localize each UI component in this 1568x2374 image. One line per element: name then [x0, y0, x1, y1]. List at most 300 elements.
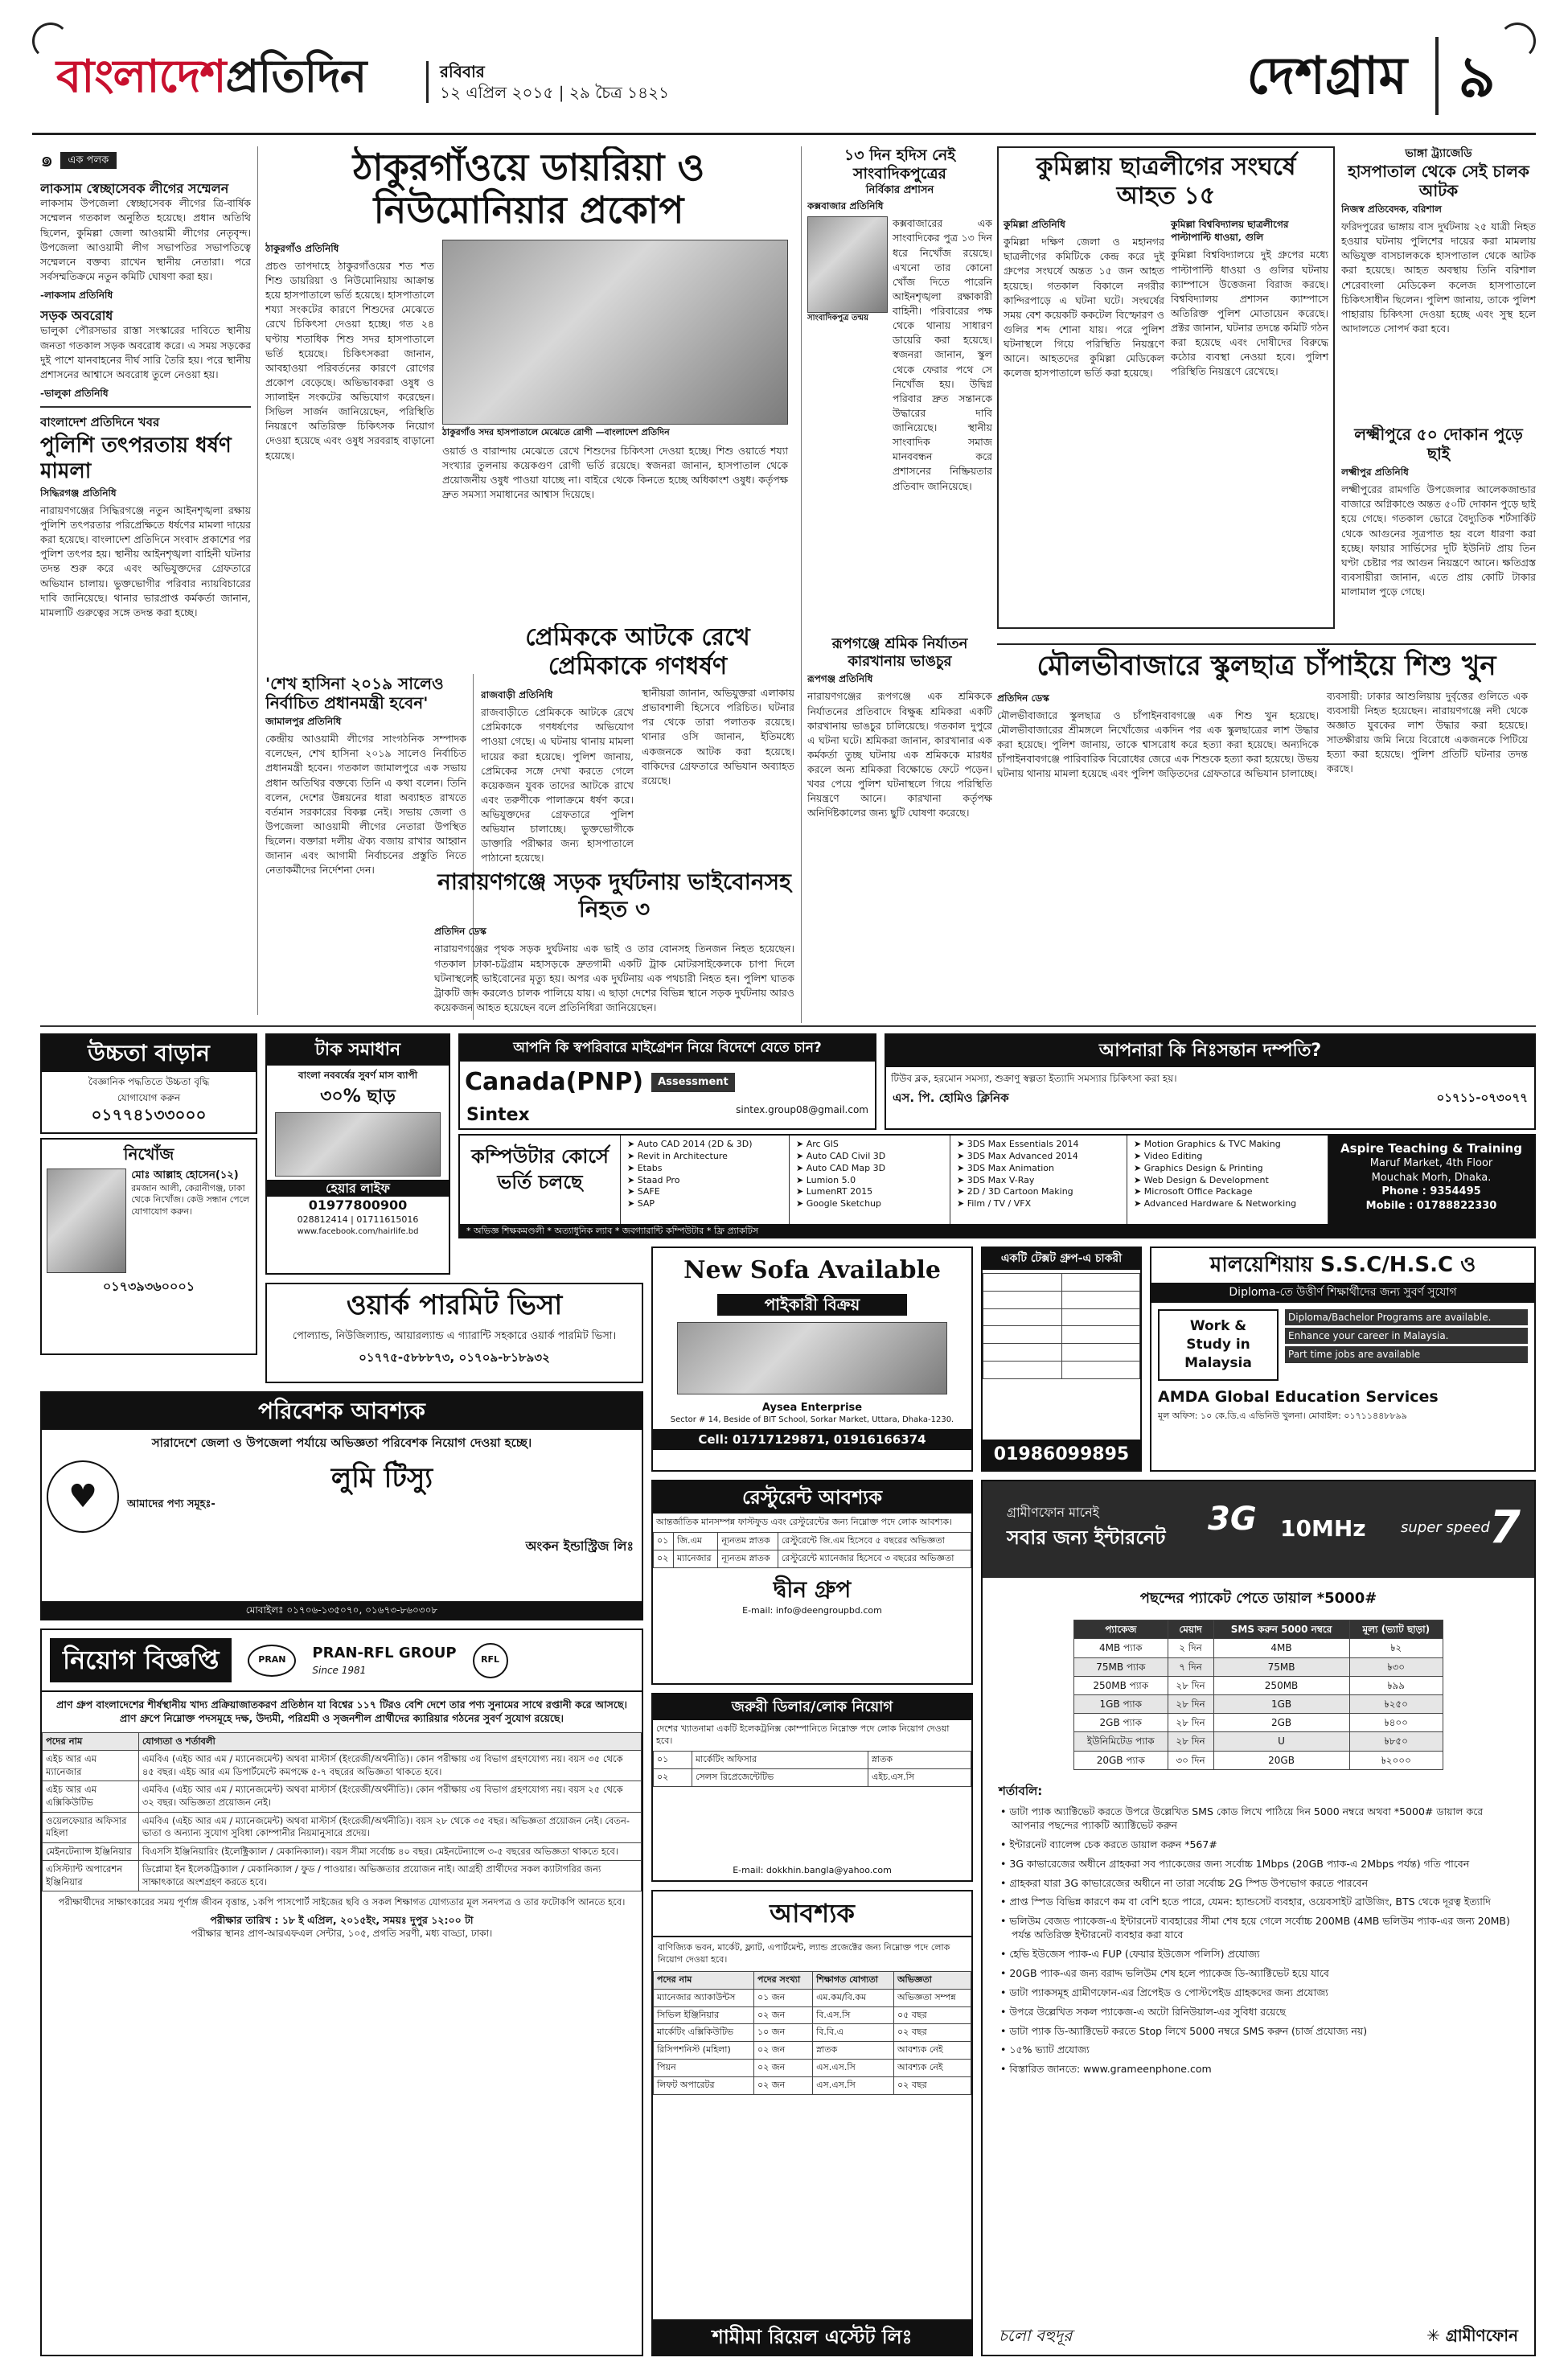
- ad-title: রেস্টুরেন্ট আবশ্যক: [653, 1481, 971, 1514]
- terms-item: • উপরে উল্লেখিত সকল প্যাকেজ-এ অটো রিনিউয়াল-এর সুবিধা রয়েছে: [1012, 2006, 1518, 2019]
- table-cell: স্নাতক: [868, 1751, 971, 1768]
- gp-tagline: চলো বহুদূর: [999, 2326, 1073, 2345]
- table-cell: ০১: [654, 1533, 674, 1550]
- table-cell: ০১: [654, 1751, 692, 1768]
- article-byline: জামালপুর প্রতিনিধি: [265, 716, 342, 727]
- ad-title: New Sofa Available: [683, 1256, 941, 1284]
- table-cell: ৳২৫০: [1349, 1695, 1443, 1714]
- ad-title: আবশ্যক: [653, 1891, 971, 1937]
- missing-child-photo: [47, 1169, 126, 1273]
- article-headline[interactable]: কুমিল্লায় ছাত্রলীগের সংঘর্ষে আহত ১৫: [1036, 153, 1296, 210]
- article-text: কেন্দ্রীয় আওয়ামী লীগের সাংগঠনিক সম্পাদক বলেছেন, শেখ হাসিনা ২০১৯ সালেও নির্বাচিত প্রধানমন্ত্রী হবেন। গতকাল জামালপুরে এক সভায় প্রধান অতিথির বক্তব্যে তিনি এ কথা বলেন। তিনি বলেন, দেশের উন্নয়নের ধারা অব্যাহত রাখতে বর্তমান সরকারের বিকল্প নেই। সভায় জেলা ও উপজেলা আওয়ামী লীগের নেতারা উপস্থিত ছিলেন। বক্তারা দলীয় ঐক্য বজায় রাখার আহ্বান জানান এবং আগামী নির্বাচনের প্রস্তুতি নিতে নেতাকর্মীদের নির্দেশনা দেন।: [265, 733, 466, 877]
- gp-logo-icon: ✳: [1426, 2326, 1446, 2345]
- terms-item: • হেভি ইউজেস প্যাক-এ FUP (ফেয়ার ইউজেস পলিসি) প্রযোজ্য: [1012, 1948, 1518, 1961]
- table-cell: 2GB: [1213, 1714, 1349, 1732]
- course-item: ➤ 3DS Max Animation: [957, 1162, 1054, 1173]
- photo-caption: ঠাকুরগাঁও সদর হাসপাতালে মেঝেতে রোগী —বাংলাদেশ প্রতিদিন: [442, 426, 670, 437]
- discount-badge: ৩০% ছাড়: [320, 1086, 396, 1107]
- table-cell: ৳৩০: [1349, 1657, 1443, 1676]
- article-headline[interactable]: লক্ষ্মীপুরে ৫০ দোকান পুড়ে ছাই: [1354, 425, 1523, 463]
- table-cell: এম.কম/বি.কম: [813, 1989, 894, 2006]
- table-row: [43, 1812, 642, 1842]
- table-cell: রিসিপশনিস্ট (মহিলা): [654, 2042, 754, 2060]
- ad-phone[interactable]: ০১৭৭৪১৩৩০০০: [91, 1105, 207, 1125]
- ad-web[interactable]: www.facebook.com/hairlife.bd: [297, 1226, 419, 1236]
- table-cell: 20GB: [1213, 1751, 1349, 1769]
- course-item: ➤ Auto CAD 2014 (2D & 3D): [627, 1139, 753, 1149]
- pran-table: [42, 1732, 642, 1891]
- divider: [40, 406, 251, 408]
- ad-phone[interactable]: 01977800900: [308, 1197, 408, 1214]
- ad-sub: Assessment: [651, 1073, 735, 1092]
- table-cell: মার্কেটিং অফিসার: [692, 1751, 868, 1768]
- newspaper-logo[interactable]: বাংলাদেশপ্রতিদিন: [56, 50, 367, 103]
- restaurant-ad[interactable]: [651, 1480, 973, 1685]
- article-text: রাজবাড়ীতে প্রেমিককে আটকে রেখে প্রেমিকাকে গণধর্ষণের অভিযোগ পাওয়া গেছে। এ ঘটনায় থানায় মামলা দায়ের করা হয়েছে। পুলিশ জানায়, প্রেমিকের সঙ্গে দেখা করতে গেলে কয়েকজন যুবক তাদের আটকে রাখে এবং তরুণীকে পালাক্রমে ধর্ষণ করে। অভিযুক্তদের গ্রেফতারে পুলিশ অভিযান চালাচ্ছে। ভুক্তভোগীকে ডাক্তারি পরীক্ষার জন্য হাসপাতালে পাঠানো হয়েছে।: [481, 706, 634, 865]
- table-cell: ন্যূনতম স্নাতক: [718, 1550, 778, 1568]
- course-item: ➤ Arc GIS: [796, 1139, 839, 1149]
- table-row: [654, 2024, 971, 2042]
- height-ad[interactable]: [40, 1033, 257, 1134]
- table-cell: 250MB: [1213, 1676, 1349, 1694]
- table-cell: এইচ আর এম ম্যানেজার: [43, 1751, 139, 1781]
- ad-sub: আন্তর্জাতিক মানসম্পন্ন ফাস্টফুড এবং রেস্টুরেন্টের জন্য নিম্নোক্ত পদে লোক আবশ্যক।: [656, 1517, 953, 1528]
- article-headline[interactable]: ১৩ দিন হদিস নেই সাংবাদিকপুত্রের: [844, 146, 956, 183]
- table-cell: আবশ্যক নেই: [894, 2060, 971, 2077]
- course-item: ➤ Film / TV / VFX: [957, 1198, 1032, 1210]
- table-row: [1074, 1657, 1443, 1676]
- course-item: ➤ Microsoft Office Package: [1134, 1186, 1253, 1197]
- table-row: [654, 1768, 971, 1786]
- ad-title: জরুরী ডিলার/লোক নিয়োগ: [653, 1694, 971, 1720]
- table-cell: বি.বি.এ: [813, 2024, 894, 2042]
- ad-brand: Canada(PNP): [465, 1067, 644, 1096]
- course-item: ➤ Motion Graphics & TVC Making: [1134, 1139, 1281, 1149]
- table-header: প্যাকেজ: [1074, 1620, 1168, 1639]
- table-cell: 1GB: [1213, 1695, 1349, 1714]
- table-row: [654, 2060, 971, 2077]
- table-cell: 20GB প্যাক: [1074, 1751, 1168, 1769]
- ad-text: বৈজ্ঞানিক পদ্ধতিতে উচ্চতা বৃদ্ধি: [88, 1075, 210, 1087]
- brief-credit: -ভালুকা প্রতিনিধি: [40, 387, 109, 399]
- table-row: [1074, 1676, 1443, 1694]
- brief-text: লাকসাম উপজেলা স্বেচ্ছাসেবক লীগের ত্রি-বার্ষিক সম্মেলন গতকাল অনুষ্ঠিত হয়েছে। প্রধান অতিথি ছিলেন, কুমিল্লা জেলা আওয়ামী লীগের নেতৃবৃন্দ। উপজেলা আওয়ামী লীগ সভাপতির সভাপতিত্বে সম্মেলনে বক্তব্য রাখেন স্থানীয় নেতারা। পরে সর্বসম্মতিক্রমে নতুন কমিটি ঘোষণা করা হয়।: [40, 197, 251, 282]
- gp-banner: [983, 1481, 1534, 1578]
- group-name: PRAN-RFL GROUP: [312, 1645, 457, 1662]
- ad-email[interactable]: sintex.group08@gmail.com: [736, 1104, 868, 1116]
- ad-title: পরিবেশক আবশ্যক: [42, 1393, 642, 1430]
- lead-story: [265, 146, 792, 669]
- table-cell: রেস্টুরেন্টে জি.এম হিসেবে ৫ বছরের অভিজ্ঞতা: [778, 1533, 971, 1550]
- table-cell: বি.এস.সি: [813, 2006, 894, 2024]
- institute-phone[interactable]: Phone : 9354495: [1381, 1185, 1481, 1198]
- terms-item: • প্রাপ্ত স্পিড বিভিন্ন কারণে কম বা বেশি হতে পারে, যেমন: হ্যান্ডসেট ব্যবহার, ওয়েবসাইট ব্রাউজিং, BTS থেকে দূরত্ব ইত্যাদি: [1012, 1896, 1518, 1909]
- lover-story: [481, 623, 794, 865]
- institute-address: Mouchak Morh, Dhaka.: [1371, 1171, 1492, 1184]
- ad-text: যোগাযোগ করুন: [117, 1091, 181, 1103]
- article-headline[interactable]: 'শেখ হাসিনা ২০১৯ সালেও নির্বাচিত প্রধানমন্ত্রী হবেন': [265, 674, 444, 713]
- ad-section-divider: [40, 1025, 1536, 1027]
- terms-item: • ডাটা প্যাকসমূহ গ্রামীণফোন-এর প্রিপেইড ও পোস্টপেইড গ্রাহকদের জন্য প্রযোজ্য: [1012, 1986, 1518, 2000]
- terms-item: • ভলিউম বেজড প্যাকেজ-এ ইন্টারনেট ব্যবহারের সীমা শেষ হয়ে গেলে সর্বোচ্চ 200MB (4MB ভলিউম প্যাক-এর জন্য 20MB) পর্যন্ত অতিরিক্ত ইন্টারনেট ব্যবহার করা যাবে: [1012, 1915, 1518, 1942]
- masthead: [32, 14, 1536, 135]
- article-text-continued: স্থানীয়রা জানান, অভিযুক্তরা এলাকায় প্রভাবশালী হিসেবে পরিচিত। ঘটনার পর থেকে তারা পলাতক রয়েছে। থানার ওসি জানান, ইতিমধ্যে একজনকে আটক করা হয়েছে। বাকিদের গ্রেফতারে অভিযান অব্যাহত রয়েছে।: [642, 687, 794, 787]
- table-cell: এমবিএ (এইচ আর এম / ম্যানেজমেন্ট) অথবা মাস্টার্স (ইংরেজী/অর্থনীতি)। কোন পরীক্ষায় ৩য় বিভাগ গ্রহণযোগ্য নয়। বয়স ২৫ থেকে ৩২ বছর। অভিজ্ঞতা প্রয়োজন নেই।: [138, 1781, 641, 1812]
- gp-logo[interactable]: ✳ গ্রামীণফোন: [1426, 2326, 1518, 2345]
- ad-title: আপনি কি স্বপরিবারে মাইগ্রেশন নিয়ে বিদেশে যেতে চান?: [460, 1035, 875, 1062]
- table-header: SMS করুন 5000 নম্বরে: [1213, 1620, 1349, 1639]
- table-cell: ০২ বছর: [894, 2076, 971, 2094]
- restaurant-table: [653, 1532, 971, 1568]
- terms-item: • ১৫% ভ্যাট প্রযোজ্য: [1012, 2043, 1518, 2057]
- table-header: পদের নাম: [654, 1971, 754, 1989]
- table-cell: ২৮ দিন: [1168, 1695, 1213, 1714]
- table-row: [43, 1842, 642, 1861]
- article-byline: কক্সবাজার প্রতিনিধি: [807, 200, 884, 212]
- ad-phone[interactable]: ০১৭৭৫-৫৮৮৮৭৩, ০১৭০৯-৮১৮৯৩২: [359, 1350, 550, 1366]
- hospital-photo: [442, 240, 788, 425]
- table-cell: ৳২০০০: [1349, 1751, 1443, 1769]
- malaysia-ad[interactable]: [1150, 1247, 1536, 1472]
- table-row: [1074, 1695, 1443, 1714]
- table-cell: ২ দিন: [1168, 1639, 1213, 1657]
- course-item: ➤ Advanced Hardware & Networking: [1134, 1198, 1297, 1210]
- page-number: ৯: [1435, 37, 1496, 115]
- article-kicker: বাংলাদেশ প্রতিদিনে খবর: [40, 415, 160, 430]
- moulvibazar-story: [997, 643, 1536, 1021]
- course-item: ➤ Etabs: [627, 1162, 663, 1173]
- column-rule: [801, 146, 802, 1023]
- narayanganj-story: [434, 869, 794, 1021]
- course-item: ➤ Lumion 5.0: [796, 1174, 856, 1185]
- article-byline: প্রতিদিন ডেস্ক: [997, 692, 1049, 704]
- table-cell: [983, 1291, 1062, 1308]
- products-heading: আমাদের পণ্য সমূহঃ-: [127, 1497, 215, 1510]
- date: ১২ এপ্রিল ২০১৫ | ২৯ চৈত্র ১৪২১: [440, 83, 670, 102]
- table-header: পদের সংখ্যা: [754, 1971, 813, 1989]
- lead-text-continued: ওয়ার্ড ও বারান্দায় মেঝেতে রেখে শিশুদের চিকিৎসা দেওয়া হচ্ছে। শিশু ওয়ার্ডে শয্যা সংখ্যার তুলনায় কয়েকগুণ রোগী ভর্তি রয়েছে। স্বজনরা জানান, হাসপাতাল থেকে প্রয়োজনীয় ওষুধ পাওয়া যাচ্ছে না। বাইরে থেকে কিনতে হচ্ছে অধিকাংশ ওষুধ। কর্তৃপক্ষ দ্রুত সমস্যা সমাধানের আশ্বাস দিয়েছে।: [442, 444, 788, 500]
- lead-text: প্রচণ্ড তাপদাহে ঠাকুরগাঁওয়ের শত শত শিশু ডায়রিয়া ও নিউমোনিয়ায় আক্রান্ত হয়ে হাসপাতালে ভর্তি হয়েছে। হাসপাতালে শয্যা সংকটের কারণে শিশুদের মেঝেতে রেখে চিকিৎসা দেওয়া হচ্ছে। গত ২৪ ঘণ্টায় শতাধিক শিশু সদর হাসপাতালে ভর্তি হয়েছে। চিকিৎসকরা জানান, আবহাওয়া পরিবর্তনের কারণে রোগের প্রকোপ বেড়েছে। অভিভাবকরা ওষুধ ও স্যালাইন সংকটের অভিযোগ করেছেন। সিভিল সার্জন জানিয়েছেন, পরিস্থিতি নিয়ন্ত্রণে অতিরিক্ত চিকিৎসক নিয়োগ দেওয়া হয়েছে এবং ওষুধ সরবরাহ বাড়ানো হয়েছে।: [265, 259, 434, 462]
- bhanga-story: [1341, 146, 1536, 420]
- terms-item: • ডাটা প্যাক ডি-অ্যাক্টিভেট করতে Stop লিখে 5000 নম্বরে SMS করুন (চার্জ প্রযোজ্য নয়): [1012, 2025, 1518, 2039]
- institute-mobile[interactable]: Mobile : 01788822330: [1365, 1199, 1497, 1212]
- ad-text: রমজান আলী, কেরানীগঞ্জ, ঢাকা থেকে নিখোঁজ। কেউ সন্ধান পেলে যোগাযোগ করুন।: [131, 1182, 250, 1218]
- table-cell: ১০ জন: [754, 2024, 813, 2042]
- ad-phone[interactable]: 028812414 | 01711615016: [297, 1214, 419, 1225]
- heart-logo-icon: ♥: [47, 1460, 119, 1533]
- table-row: [654, 1751, 971, 1768]
- terms-item: • ইন্টারনেট ব্যালেন্স চেক করতে ডায়াল করুন *567#: [1012, 1838, 1518, 1852]
- real-estate-table: [653, 1971, 971, 2095]
- course-item: ➤ Revit in Architecture: [627, 1150, 728, 1161]
- nisontan-ad[interactable]: [885, 1033, 1536, 1130]
- course-item: ➤ 3DS Max Advanced 2014: [957, 1150, 1078, 1161]
- course-item: ➤ 3DS Max V-Ray: [957, 1174, 1035, 1185]
- missing-person-ad[interactable]: [40, 1138, 257, 1355]
- ad-title: মালয়েশিয়ায় S.S.C/H.S.C ও: [1209, 1253, 1476, 1277]
- brief-text: ভালুকা পৌরসভার রাস্তা সংস্কারের দাবিতে স্থানীয় জনতা গতকাল সড়ক অবরোধ করে। এ সময় সড়কের দুই পাশে যানবাহনের দীর্ঘ সারি তৈরি হয়। পরে স্থানীয় প্রশাসনের আশ্বাসে অবরোধ তুলে নেওয়া হয়।: [40, 324, 251, 380]
- ad-title: ওয়ার্ক পারমিট ভিসা: [346, 1289, 563, 1321]
- table-row: [654, 2042, 971, 2060]
- terms-list: [983, 1805, 1534, 2076]
- ad-email[interactable]: E-mail: info@deengroupbd.com: [742, 1604, 882, 1616]
- table-cell: মেইনটেন্যান্স ইঞ্জিনিয়ার: [43, 1842, 139, 1861]
- table-row: [43, 1751, 642, 1781]
- table-cell: [983, 1308, 1062, 1326]
- comilla-story: [997, 146, 1335, 629]
- brief-headline[interactable]: সড়ক অবরোধ: [40, 308, 113, 324]
- table-cell: ৳২: [1349, 1639, 1443, 1657]
- ad-phone[interactable]: মোবাইলঃ ০১৭০৬-১৩৫০৭০, ০১৬৭৩-৮৬০৩০৮: [42, 1601, 642, 1619]
- terms-item: • 20GB প্যাক-এর জন্য বরাদ্দ ভলিউম শেষ হলে প্যাকেজ ডি-অ্যাক্টিভেট হয়ে যাবে: [1012, 1967, 1518, 1981]
- table-row: [654, 2006, 971, 2024]
- laxmipur-story: [1341, 425, 1536, 629]
- article-byline: লক্ষ্মীপুর প্রতিনিধি: [1341, 466, 1409, 478]
- ad-text: বাংলা নববর্ষের সুবর্ণ মাস ব্যাপী: [298, 1069, 418, 1081]
- brief-headline[interactable]: লাকসাম স্বেচ্ছাসেবক লীগের সম্মেলন: [40, 181, 229, 197]
- weekday: রবিবার: [440, 62, 485, 81]
- ad-sub: Diploma-তে উত্তীর্ণ শিক্ষার্থীদের জন্য সুবর্ণ সুযোগ: [1151, 1283, 1534, 1303]
- ek-polok-column: [40, 146, 251, 886]
- table-cell: ০২ জন: [754, 2006, 813, 2024]
- lead-byline: ঠাকুরগাঁও প্রতিনিধি: [265, 242, 339, 254]
- table-row: [1074, 1732, 1443, 1751]
- badge-3g-icon: 3G: [1208, 1501, 1257, 1538]
- brief-credit: -লাকসাম প্রতিনিধি: [40, 290, 113, 302]
- lead-headline[interactable]: ঠাকুরগাঁওয়ে ডায়রিয়া ও নিউমোনিয়ার প্রকোপ: [352, 146, 705, 232]
- column-rule: [257, 146, 258, 1015]
- ad-email[interactable]: E-mail: dokkhin.bangla@yahoo.com: [733, 1865, 892, 1876]
- dealer-ad[interactable]: [651, 1693, 973, 1882]
- table-cell: স্নাতক: [813, 2042, 894, 2060]
- article-headline[interactable]: মৌলভীবাজারে স্কুলছাত্র চাঁপাইয়ে শিশু খুন: [1036, 650, 1496, 682]
- article-subhead: নির্বিকার প্রশাসন: [865, 183, 934, 196]
- ad-clinic: এস. পি. হোমিও ক্লিনিক: [893, 1090, 1009, 1105]
- boy-portrait-photo: [807, 216, 888, 313]
- table-cell: জি.এম: [674, 1533, 718, 1550]
- ad-intro: প্রাণ গ্রুপ বাংলাদেশের শীর্ষস্থানীয় খাদ্য প্রক্রিয়াজাতকরণ প্রতিষ্ঠান যা বিশ্বের ১১৭ টিরও বেশি দেশে তার পণ্য সুনামের সাথে রপ্তানী করে আসছে। প্রাণ গ্রুপে নিম্নোক্ত পদসমূহে দক্ষ, উদ্যমী, পরিশ্রমী ও সৃজনশীল প্রার্থীদের ক্যারিয়ার গঠনের সুবর্ণ সুযোগ রয়েছে।: [55, 1698, 628, 1725]
- table-cell: 2GB প্যাক: [1074, 1714, 1168, 1732]
- table-row: [654, 1533, 971, 1550]
- canada-ad[interactable]: [458, 1033, 876, 1130]
- table-cell: [1061, 1362, 1140, 1379]
- rfl-logo-icon: RFL: [473, 1643, 508, 1678]
- table-cell: [1061, 1291, 1140, 1308]
- table-cell: ইউনিমিটেড প্যাক: [1074, 1732, 1168, 1751]
- table-cell: U: [1213, 1732, 1349, 1751]
- course-item: ➤ SAFE: [627, 1186, 660, 1197]
- table-row: [654, 2076, 971, 2094]
- table-cell: সেলস রিপ্রেজেন্টেটিভ: [692, 1768, 868, 1786]
- table-row: [654, 1989, 971, 2006]
- table-cell: [983, 1362, 1062, 1379]
- course-item: ➤ Auto CAD Map 3D: [796, 1162, 886, 1173]
- table-header: যোগ্যতা ও শর্তাবলী: [138, 1732, 641, 1751]
- date-line: [426, 61, 669, 103]
- ad-sub: বাণিজ্যিক ভবন, মার্কেট, ফ্ল্যাট, এপার্টমেন্ট, ল্যান্ড প্রজেক্টের জন্য নিম্নোক্ত পদে লোক নিয়োগ দেওয়া হবে।: [658, 1942, 950, 1965]
- table-cell: লিফট অপারেটর: [654, 2076, 754, 2094]
- table-cell: ০২ জন: [754, 2076, 813, 2094]
- gp-slogan-2: সবার জন্য ইন্টারনেট: [1007, 1526, 1166, 1549]
- spiral-icon: ๑: [40, 148, 54, 172]
- article-headline[interactable]: প্রেমিককে আটকে রেখে প্রেমিকাকে গণধর্ষণ: [525, 623, 750, 680]
- table-cell: ৭ দিন: [1168, 1657, 1213, 1676]
- article-text: নারায়ণগঞ্জের পৃথক সড়ক দুর্ঘটনায় এক ভাই ও তার বোনসহ তিনজন নিহত হয়েছেন। গতকাল ঢাকা-চট্টগ্রাম মহাসড়কে দ্রুতগামী একটি ট্রাক মোটরসাইকেলকে চাপা দিলে ঘটনাস্থলেই ভাইবোনের মৃত্যু হয়। অপর এক দুর্ঘটনায় এক পথচারী নিহত হন। পুলিশ ঘাতক ট্রাকটি জব্দ করলেও চালক পালিয়ে যায়। এ ছাড়া দেশের বিভিন্ন স্থানে সড়ক দুর্ঘটনায় আরও কয়েকজন আহত হয়েছেন বলে প্রতিনিধিরা জানিয়েছেন।: [434, 943, 794, 1013]
- article-headline[interactable]: নারায়ণগঞ্জে সড়ক দুর্ঘটনায় ভাইবোনসহ নিহত ৩: [437, 869, 791, 922]
- course-item: ➤ Video Editing: [1134, 1150, 1203, 1161]
- article-text-continued: ব্যবসায়ী: ঢাকার আশুলিয়ায় দুর্বৃত্তের গুলিতে এক ব্যবসায়ী নিহত হয়েছেন। নারায়ণগঞ্জে নদী থেকে অজ্ঞাত যুবকের লাশ উদ্ধার করা হয়েছে। সাতক্ষীরায় জমি নিয়ে বিরোধে একজনকে পিটিয়ে হত্যা করা হয়েছে। পুলিশ প্রতিটি ঘটনার তদন্ত করছে।: [1327, 689, 1528, 775]
- ad-phone[interactable]: 01986099895: [983, 1440, 1140, 1470]
- course-item: ➤ Google Sketchup: [796, 1198, 882, 1210]
- table-cell: এইচ আর এম এক্সিকিউটিভ: [43, 1781, 139, 1812]
- terms-heading: শর্তাবলি:: [999, 1783, 1043, 1798]
- job-group-ad[interactable]: [981, 1247, 1142, 1472]
- article-text-continued: কুমিল্লা বিশ্ববিদ্যালয়ে দুই গ্রুপের মধ্যে পাল্টাপাল্টি ধাওয়া ও গুলির ঘটনায় ক্যাম্পাসে উত্তেজনা বিরাজ করছে। বিশ্ববিদ্যালয় প্রশাসন ক্যাম্পাসে অতিরিক্ত পুলিশ মোতায়েন করেছে। প্রক্টর জানান, ঘটনার তদন্তে কমিটি গঠন করা হয়েছে এবং দোষীদের বিরুদ্ধে কঠোর ব্যবস্থা নেওয়া হবে। পুলিশ পরিস্থিতি নিয়ন্ত্রণে রেখেছে।: [1171, 248, 1328, 378]
- ad-title: নিখোঁজ: [123, 1144, 174, 1164]
- terms-item: • গ্রাহকরা যারা 3G কাভারেজের অধীনে না তারা সর্বোচ্চ 2G স্পিড উপভোগ করতে পারবেন: [1012, 1877, 1518, 1891]
- table-cell: [1061, 1344, 1140, 1362]
- ad-tag: Enhance your career in Malaysia.: [1285, 1328, 1528, 1344]
- article-text: মৌলভীবাজারে স্কুলছাত্র ও চাঁপাইনবাবগঞ্জে এক শিশু খুন হয়েছে। মৌলভীবাজারের শ্রীমঙ্গলে নিখোঁজের একদিন পর এক স্কুলছাত্রের লাশ উদ্ধার করা হয়েছে। পুলিশ জানায়, তাকে শ্বাসরোধ করে হত্যা করা হয়েছে। অন্যদিকে চাঁপাইনবাবগঞ্জে পারিবারিক বিরোধের জেরে এক শিশুকে হত্যা করা হয়েছে। উভয় ঘটনায় থানায় মামলা হয়েছে এবং পুলিশ জড়িতদের গ্রেফতারে অভিযান চালাচ্ছে।: [997, 709, 1319, 780]
- institute-name: Aspire Teaching & Training: [1340, 1141, 1522, 1156]
- table-cell: বিএসসি ইঞ্জিনিয়ারিং (ইলেক্ট্রিক্যাল / মেকানিক্যাল)। বয়স সীমা সর্বোচ্চ ৪০ বছর। মেইনটেন্যান্সে ৩-৫ বছরের অভিজ্ঞতা থাকতে হবে।: [138, 1842, 641, 1861]
- ad-tag: Part time jobs are available: [1285, 1346, 1528, 1362]
- ad-footer: পরীক্ষার্থীদের সাক্ষাৎকারের সময় পূর্ণাঙ্গ জীবন বৃত্তান্ত, ১কপি পাসপোর্ট সাইজের ছবি ও সকল শিক্ষাগত যোগ্যতার মূল সনদপত্র ও তার ফটোকপি আনতে হবে।: [58, 1896, 626, 1908]
- course-item: ➤ 2D / 3D Cartoon Making: [957, 1186, 1073, 1197]
- table-cell: ৳৪০০: [1349, 1714, 1443, 1732]
- article-headline[interactable]: হাসপাতাল থেকে সেই চালক আটক: [1348, 161, 1529, 200]
- table-cell: এস.এস.সি: [813, 2060, 894, 2077]
- course-list: [1127, 1136, 1328, 1224]
- table-cell: ম্যানেজার: [674, 1550, 718, 1568]
- ad-phone[interactable]: ০১৭১১-০৭৩০৭৭: [1436, 1090, 1528, 1105]
- institute-address: Maruf Market, 4th Floor: [1369, 1157, 1493, 1170]
- grameenphone-ad[interactable]: [981, 1480, 1536, 2356]
- ad-company: দ্বীন গ্রুপ: [773, 1575, 852, 1603]
- real-estate-ad[interactable]: [651, 1890, 973, 2356]
- ad-company: শামীমা রিয়েল এস্টেট লিঃ: [653, 2319, 971, 2355]
- ad-text: টিউব ব্লক, হরমোন সমস্যা, শুক্রাণু স্বল্পতা ইত্যাদি সমস্যার চিকিৎসা করা হয়।: [891, 1072, 1177, 1084]
- article-headline[interactable]: রূপগঞ্জে শ্রমিক নির্যাতন কারখানায় ভাঙচুর: [831, 635, 968, 670]
- table-cell: 75MB: [1213, 1657, 1349, 1676]
- table-cell: [983, 1344, 1062, 1362]
- table-cell: 4MB: [1213, 1639, 1349, 1657]
- ad-title: কম্পিউটার কোর্সে ভর্তি চলছে: [460, 1136, 621, 1224]
- distributor-ad[interactable]: [40, 1391, 643, 1620]
- table-cell: আবশ্যক নেই: [894, 2042, 971, 2060]
- table-cell: এস.এস.সি: [813, 2076, 894, 2094]
- table-cell: এমবিএ (এইচ আর এম / ম্যানেজমেন্ট) অথবা মাস্টার্স (ইংরেজী/অর্থনীতি)। কোন পরীক্ষায় ৩য় বিভাগ গ্রহণযোগ্য নয়। বয়স ৩৫ থেকে ৪৫ বছর। এইচ আর এম ডিপার্টমেন্টে কমপক্ষে ৫-৭ বছরের অভিজ্ঞতা থাকতে হবে।: [138, 1751, 641, 1781]
- sofa-photo: [677, 1322, 947, 1394]
- ad-title: একটি টেক্সট গ্রুপ-এ চাকরী: [983, 1248, 1140, 1270]
- ad-title: আপনারা কি নিঃসন্তান দম্পতি?: [886, 1035, 1534, 1067]
- table-row: [43, 1781, 642, 1812]
- table-cell: [1061, 1273, 1140, 1291]
- sofa-ad[interactable]: [651, 1247, 973, 1472]
- table-cell: ০২ জন: [754, 2060, 813, 2077]
- ad-phone[interactable]: ০১৭৩৯৩৬০০০১: [102, 1279, 195, 1294]
- computer-course-ad[interactable]: [458, 1134, 1536, 1238]
- terms-item: • বিস্তারিত জানতে: www.grameenphone.com: [1012, 2063, 1518, 2076]
- ad-office: মূল অফিস: ১০ কে.ডি.এ এভিনিউ খুলনা। মোবাইল: ০১৭১১৪৪৮৮৯৯: [1158, 1411, 1407, 1422]
- table-cell: মার্কেটিং এক্সিকিউটিভ: [654, 2024, 754, 2042]
- ad-company: অংকন ইন্ডাস্ট্রিজ লিঃ: [525, 1538, 634, 1555]
- table-cell: ২৮ দিন: [1168, 1676, 1213, 1694]
- table-cell: ০৫ বছর: [894, 2006, 971, 2024]
- exam-date: পরীক্ষার তারিখ : ১৮ ই এপ্রিল, ২০১৫ইং, সময়ঃ দুপুর ১২:০০ টা: [210, 1913, 474, 1926]
- table-cell: [983, 1326, 1062, 1344]
- gp-slogan: গ্রামীণফোন মানেই: [1007, 1505, 1099, 1520]
- table-cell: ম্যানেজার অ্যাকাউন্টস: [654, 1989, 754, 2006]
- article-byline: রাজবাড়ী প্রতিনিধি: [481, 689, 553, 700]
- article-subhead: কুমিল্লা বিশ্ববিদ্যালয় ছাত্রলীগের পাল্টাপাল্টি ধাওয়া, গুলি: [1171, 219, 1289, 244]
- table-cell: [1061, 1326, 1140, 1344]
- ad-text: দেশের খ্যাতনামা একটি ইলেকট্রনিক্স কোম্পানিতে নিম্নোক্ত পদে লোক নিয়োগ দেওয়া হবে।: [656, 1723, 950, 1747]
- model-photo: [275, 1112, 441, 1177]
- table-cell: ০২ জন: [754, 2042, 813, 2060]
- ad-footer: * অভিজ্ঞ শিক্ষকমণ্ডলী * অত্যাধুনিক ল্যাব * জবগ্যারান্টি কম্পিউটার * ফ্রি প্র্যাকটিস: [460, 1224, 1534, 1238]
- table-cell: ৳৯৯: [1349, 1676, 1443, 1694]
- table-cell: ডিপ্লোমা ইন ইলেকট্রিক্যাল / মেকানিক্যাল / ফুড / পাওয়ার। অভিজ্ঞতার প্রয়োজন নাই। আগ্রহী প্রার্থীদের সকল ক্যাটাগরির জন্য সাক্ষাৎকারে অংশগ্রহণ করতে হবে।: [138, 1861, 641, 1891]
- table-cell: ০১ জন: [754, 1989, 813, 2006]
- ad-title: নিয়োগ বিজ্ঞপ্তি: [50, 1638, 232, 1682]
- badge-7: 7: [1489, 1501, 1521, 1554]
- pran-recruitment-ad[interactable]: [40, 1629, 643, 2356]
- table-cell: ৳৮৫০: [1349, 1732, 1443, 1751]
- article-byline: সিদ্ধিরগঞ্জ প্রতিনিধি: [40, 487, 117, 499]
- course-item: ➤ LumenRT 2015: [796, 1186, 873, 1197]
- table-cell: 4MB প্যাক: [1074, 1639, 1168, 1657]
- table-header: শিক্ষাগত যোগ্যতা: [813, 1971, 894, 1989]
- table-cell: ন্যূনতম স্নাতক: [718, 1533, 778, 1550]
- article-byline: রূপগঞ্জ প্রতিনিধি: [807, 673, 873, 685]
- missing-story: [807, 146, 992, 629]
- gp-price-table: [1073, 1620, 1443, 1770]
- ad-company: Aysea Enterprise: [761, 1401, 863, 1414]
- ad-title: টাক সমাধান: [267, 1035, 449, 1066]
- work-permit-ad[interactable]: [265, 1283, 643, 1383]
- article-byline: কুমিল্লা প্রতিনিধি: [1004, 219, 1065, 230]
- table-cell: ২৮ দিন: [1168, 1732, 1213, 1751]
- course-item: ➤ Graphics Design & Printing: [1134, 1162, 1263, 1173]
- table-cell: 75MB প্যাক: [1074, 1657, 1168, 1676]
- table-cell: পিয়ন: [654, 2060, 754, 2077]
- article-text: কক্সবাজারের এক সাংবাদিকের পুত্র ১৩ দিন ধরে নিখোঁজ রয়েছে। এখনো তার কোনো খোঁজ দিতে পারেনি আইনশৃঙ্খলা রক্ষাকারী বাহিনী। পরিবারের পক্ষ থেকে থানায় সাধারণ ডায়েরি করা হয়েছে। স্বজনরা জানান, স্কুল থেকে ফেরার পথে সে নিখোঁজ হয়। উদ্বিগ্ন পরিবার দ্রুত সন্তানকে উদ্ধারের দাবি জানিয়েছে। স্থানীয় সাংবাদিক সমাজ মানববন্ধন করে প্রশাসনের নিষ্ক্রিয়তার প্রতিবাদ জানিয়েছে।: [893, 217, 992, 492]
- table-row: [1074, 1751, 1443, 1769]
- rupganj-story: [807, 635, 992, 1021]
- ad-text: পোল্যান্ড, নিউজিল্যান্ড, আয়ারল্যান্ড এ গ্যারান্টি সহকারে ওয়ার্ক পারমিট ভিসা।: [292, 1329, 617, 1342]
- table-cell: [983, 1273, 1062, 1291]
- product-brand: লুমি টিস্যু: [330, 1462, 433, 1495]
- ad-tag: Diploma/Bachelor Programs are available.: [1285, 1309, 1528, 1325]
- table-cell: সিভিল ইঞ্জিনিয়ার: [654, 2006, 754, 2024]
- article-headline[interactable]: পুলিশি তৎপরতায় ধর্ষণ মামলা: [40, 433, 232, 483]
- section-title: দেশগ্রাম: [1246, 46, 1407, 106]
- course-item: ➤ SAP: [627, 1198, 655, 1210]
- badge-10mhz: 10MHz: [1280, 1515, 1366, 1542]
- missing-name: মোঃ আল্লাহ হোসেন(১২): [131, 1169, 239, 1181]
- table-cell: ওয়েলফেয়ার অফিসার মহিলা: [43, 1812, 139, 1842]
- ad-phone[interactable]: Cell: 01717129871, 01916166374: [653, 1429, 971, 1450]
- table-row: [1074, 1714, 1443, 1732]
- table-cell: ০২ বছর: [894, 2024, 971, 2042]
- work-study-box: Work & Study in Malaysia: [1158, 1309, 1279, 1381]
- tak-ad[interactable]: [265, 1033, 450, 1275]
- group-since: Since 1981: [312, 1664, 367, 1676]
- course-list: [621, 1136, 790, 1224]
- ad-title: উচ্চতা বাড়ান: [42, 1035, 256, 1072]
- table-row: [654, 1550, 971, 1568]
